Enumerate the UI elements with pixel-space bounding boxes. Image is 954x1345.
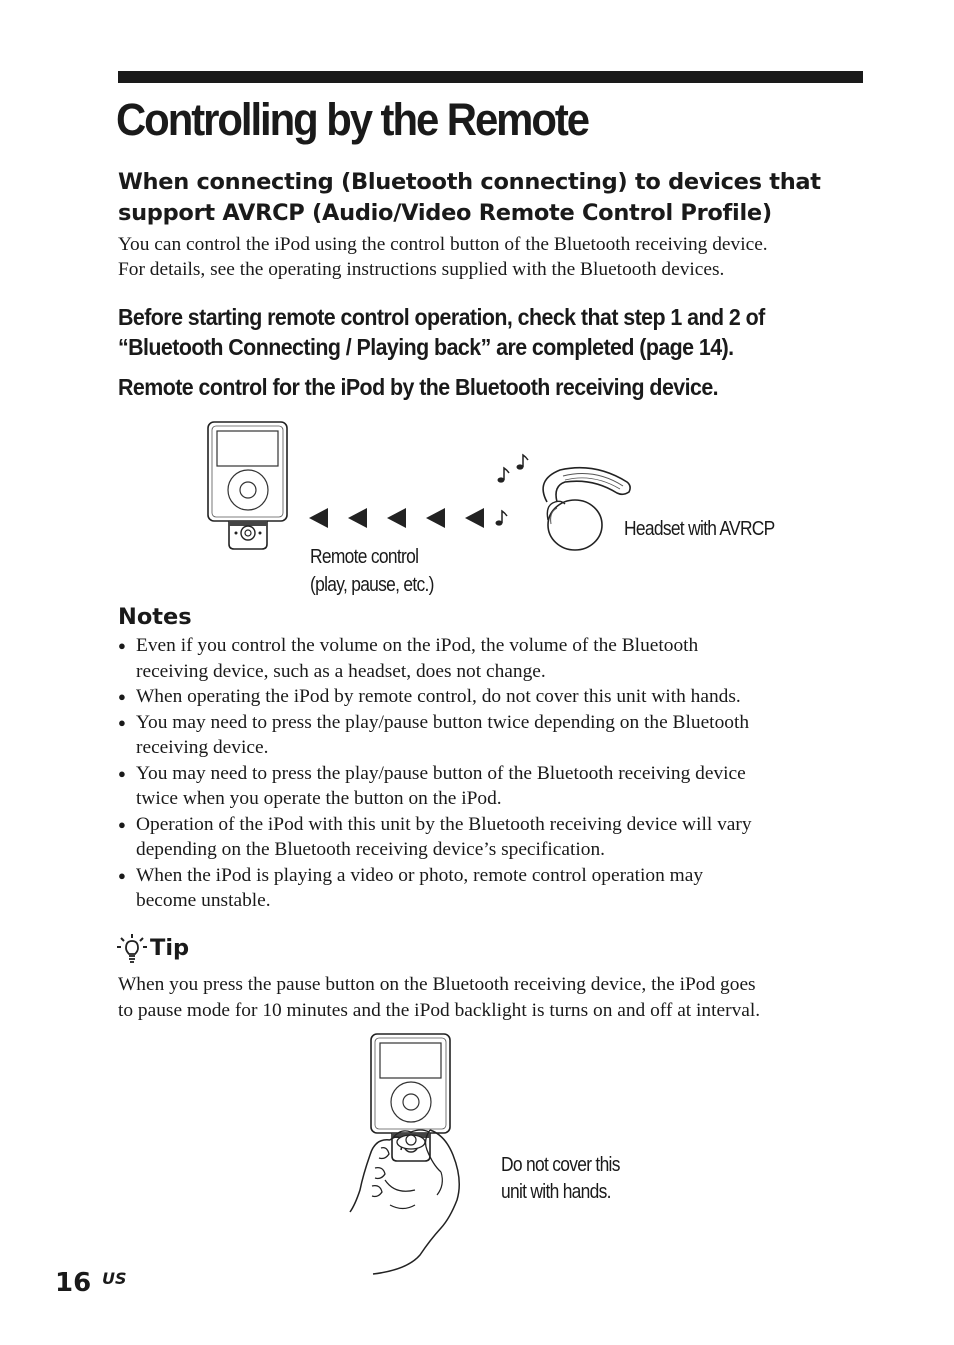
title-rule (118, 71, 863, 83)
tip-label: Tip (150, 935, 190, 961)
before-heading-line-1: Before starting remote control operation, check that step 1 and 2 of (118, 304, 765, 330)
tip-heading (116, 933, 189, 963)
avrcp-body-line-1: You can control the iPod using the control button of the Bluetooth receiving device. (118, 234, 768, 255)
hand-icon (345, 1120, 475, 1280)
notes-list (118, 633, 863, 914)
note-line: Even if you control the volume on the iPod, the volume of the Bluetooth (136, 635, 699, 656)
note-item (118, 633, 863, 684)
headset-icon (505, 460, 640, 555)
tip-body-line-2: to pause mode for 10 minutes and the iPod backlight is turns on and off at interval. (118, 1000, 761, 1021)
note-item (118, 812, 863, 863)
lightbulb-icon (116, 933, 148, 963)
note-line: You may need to press the play/pause button of the Bluetooth receiving device (136, 762, 746, 784)
arrow-left-icon (346, 506, 370, 530)
remote-subheading: Remote control for the iPod by the Bluetooth receiving device. (118, 374, 719, 400)
note-line: When operating the iPod by remote control, do not cover this unit with hands. (136, 686, 741, 707)
remote-caption-line-2: (play, pause, etc.) (310, 574, 434, 596)
hands-caption-line-2: unit with hands. (501, 1181, 611, 1203)
arrow-left-icon (385, 506, 409, 530)
note-line: When the iPod is playing a video or photo, remote control operation may (136, 864, 704, 886)
arrow-left-icon (424, 506, 448, 530)
note-line: twice when you operate the button on the iPod. (136, 788, 502, 809)
note-line: receiving device, such as a headset, does not change. (136, 660, 546, 682)
note-line: You may need to press the play/pause button twice depending on the Bluetooth (136, 711, 750, 733)
note-line: become unstable. (136, 890, 271, 911)
avrcp-heading: When connecting (Bluetooth connecting) to devices that support AVRCP (Audio/Video Remote Control Profile) (118, 169, 821, 226)
note-item (118, 684, 863, 710)
page-number: 16 (55, 1268, 92, 1298)
page-title: Controlling by the Remote (116, 94, 588, 145)
remote-caption-line-1: Remote control (310, 546, 419, 568)
arrow-left-icon (463, 506, 487, 530)
headset-label: Headset with AVRCP (624, 518, 775, 540)
before-heading-line-2: “Bluetooth Connecting / Playing back” are completed (page 14). (118, 334, 734, 360)
note-item (118, 863, 863, 914)
note-line: Operation of the iPod with this unit by the Bluetooth receiving device will vary (136, 813, 752, 835)
note-line: receiving device. (136, 737, 269, 758)
hands-caption-line-1: Do not cover this (501, 1154, 620, 1176)
region-code: US (102, 1269, 127, 1288)
note-line: depending on the Bluetooth receiving device’s specification. (136, 839, 606, 860)
note-item (118, 761, 863, 812)
note-item (118, 710, 863, 761)
avrcp-body-line-2: For details, see the operating instructions supplied with the Bluetooth devices. (118, 259, 725, 280)
arrow-left-icon (307, 506, 331, 530)
tip-body-line-1: When you press the pause button on the Bluetooth receiving device, the iPod goes (118, 974, 756, 995)
notes-heading: Notes (118, 604, 192, 630)
ipod-with-adapter-icon (205, 420, 295, 555)
